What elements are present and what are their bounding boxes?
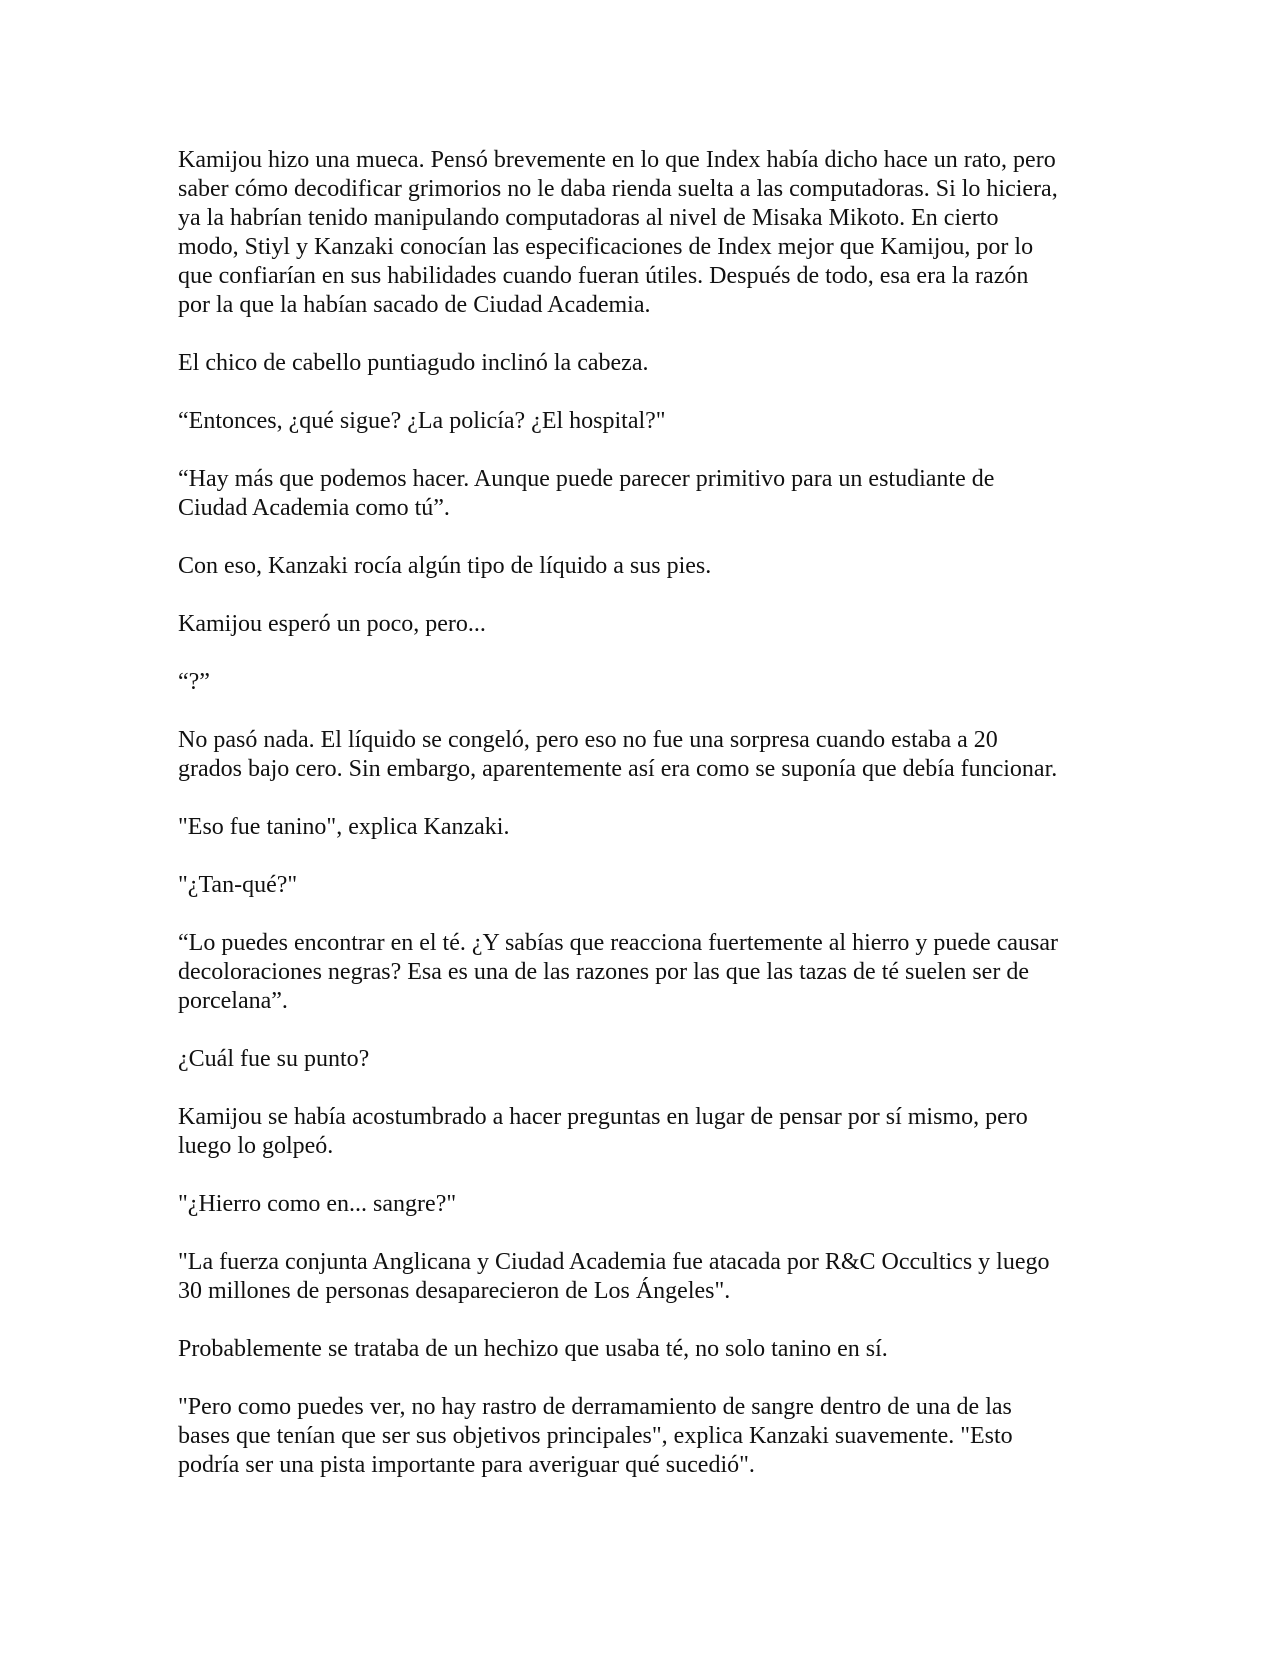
paragraph: Probablemente se trataba de un hechizo que usaba té, no solo tanino en sí. xyxy=(178,1336,888,1362)
document-body xyxy=(178,146,1103,1509)
paragraph: El chico de cabello puntiagudo inclinó la cabeza. xyxy=(178,350,649,376)
paragraph: Kamijou se había acostumbrado a hacer preguntas en lugar de pensar por sí mismo, pero luego lo golpeó. xyxy=(178,1104,1028,1159)
paragraph: “Hay más que podemos hacer. Aunque puede parecer primitivo para un estudiante de Ciudad Academia como tú”. xyxy=(178,466,995,521)
paragraph: Con eso, Kanzaki rocía algún tipo de líquido a sus pies. xyxy=(178,553,712,579)
paragraph: ¿Cuál fue su punto? xyxy=(178,1046,370,1072)
paragraph: “?” xyxy=(178,669,210,695)
paragraph: “Entonces, ¿qué sigue? ¿La policía? ¿El hospital?" xyxy=(178,408,666,434)
paragraph: "Eso fue tanino", explica Kanzaki. xyxy=(178,814,510,840)
paragraph: No pasó nada. El líquido se congeló, pero eso no fue una sorpresa cuando estaba a 20 grados bajo cero. Sin embargo, aparentemente así era como se suponía que debía funcionar. xyxy=(178,727,1058,782)
paragraph: "La fuerza conjunta Anglicana y Ciudad Academia fue atacada por R&C Occultics y luego 30 millones de personas desaparecieron de Los Ángeles". xyxy=(178,1249,1050,1304)
paragraph: Kamijou esperó un poco, pero... xyxy=(178,611,486,637)
paragraph: “Lo puedes encontrar en el té. ¿Y sabías que reacciona fuertemente al hierro y puede causar decoloraciones negras? Esa es una de las razones por las que las tazas de té suelen ser de porcelana”. xyxy=(178,930,1058,1014)
paragraph: "Pero como puedes ver, no hay rastro de derramamiento de sangre dentro de una de las bases que tenían que ser sus objetivos principales", explica Kanzaki suavemente. "Esto podría ser una pista importante para averiguar qué sucedió". xyxy=(178,1394,1013,1478)
paragraph: Kamijou hizo una mueca. Pensó brevemente en lo que Index había dicho hace un rato, pero saber cómo decodificar grimorios no le daba rienda suelta a las computadoras. Si lo hiciera, ya la habrían tenido manipulando computadoras al nivel de Misaka Mikoto. En cierto modo, Stiyl y Kanzaki conocían las especificaciones de Index mejor que Kamijou, por lo que confiarían en sus habilidades cuando fueran útiles. Después de todo, esa era la razón por la que la habían sacado de Ciudad Academia. xyxy=(178,147,1058,318)
paragraph: "¿Hierro como en... sangre?" xyxy=(178,1191,457,1217)
paragraph: "¿Tan-qué?" xyxy=(178,872,298,898)
